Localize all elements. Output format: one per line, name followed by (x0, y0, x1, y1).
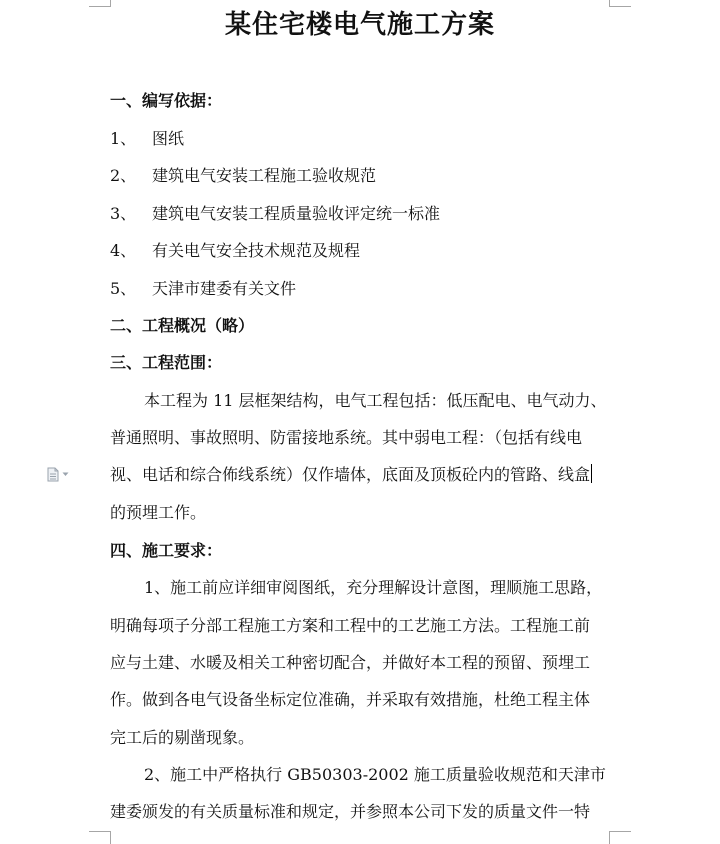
crop-mark-top-right-h (609, 6, 631, 7)
list-item (110, 203, 610, 225)
crop-mark-bottom-right-h (609, 831, 631, 832)
text-cursor (591, 464, 592, 483)
section-heading-basis: 一、编写依据： (110, 91, 223, 110)
document-options-icon (47, 467, 59, 482)
list-item-text: 建筑电气安装工程施工验收规范 (152, 166, 377, 185)
paragraph-line: 应与土建、水暖及相关工种密切配合，并做好本工程的预留、预埋工 (110, 653, 591, 672)
list-item-text: 有关电气安全技术规范及规程 (152, 241, 361, 260)
list-item (110, 240, 610, 262)
crop-mark-top-right-v (609, 0, 610, 7)
section-heading-scope: 三、工程范围： (110, 353, 223, 372)
paragraph-line: 作。做到各电气设备坐标定位准确，并采取有效措施，杜绝工程主体 (110, 690, 591, 709)
list-item (110, 278, 610, 300)
crop-mark-top-left-h (89, 6, 111, 7)
list-item-number: 2、 (110, 166, 137, 185)
crop-mark-top-left-v (110, 0, 111, 7)
list-item-number: 1、 (110, 129, 137, 148)
list-item (110, 165, 610, 187)
paragraph-options-button[interactable] (47, 466, 77, 482)
section-heading-overview: 二、工程概况（略） (110, 316, 255, 335)
paragraph-line: 明确每项子分部工程施工方案和工程中的工艺施工方法。工程施工前 (110, 616, 591, 635)
list-item-text: 图纸 (152, 129, 185, 148)
paragraph-line-text: 视、电话和综合佈线系统）仅作墙体，底面及顶板砼内的管路、线盒 (110, 465, 591, 484)
crop-mark-bottom-left-v (110, 831, 111, 844)
list-item (110, 128, 610, 150)
crop-mark-bottom-right-v (609, 831, 610, 844)
paragraph-line: 普通照明、事故照明、防雷接地系统。其中弱电工程：（包括有线电 (110, 428, 583, 447)
paragraph-line: 本工程为 11 层框架结构，电气工程包括：低压配电、电气动力、 (144, 391, 607, 410)
section-heading-requirements: 四、施工要求： (110, 541, 223, 560)
crop-mark-bottom-left-h (89, 831, 111, 832)
paragraph-line: 1、施工前应详细审阅图纸，充分理解设计意图，理顺施工思路， (144, 578, 603, 597)
paragraph-line: 完工后的剔凿现象。 (110, 728, 255, 747)
paragraph-line: 的预埋工作。 (110, 503, 207, 522)
paragraph-line[interactable] (110, 464, 610, 486)
paragraph-line: 建委颁发的有关质量标准和规定，并参照本公司下发的质量文件一特 (110, 802, 591, 821)
list-item-number: 4、 (110, 241, 137, 260)
paragraph-line: 2、施工中严格执行 GB50303-2002 施工质量验收规范和天津市 (144, 765, 606, 784)
list-item-number: 3、 (110, 204, 137, 223)
list-item-number: 5、 (110, 279, 137, 298)
list-item-text: 建筑电气安装工程质量验收评定统一标准 (152, 204, 441, 223)
document-title: 某住宅楼电气施工方案 (224, 10, 495, 40)
chevron-down-icon (62, 472, 69, 477)
list-item-text: 天津市建委有关文件 (152, 279, 297, 298)
